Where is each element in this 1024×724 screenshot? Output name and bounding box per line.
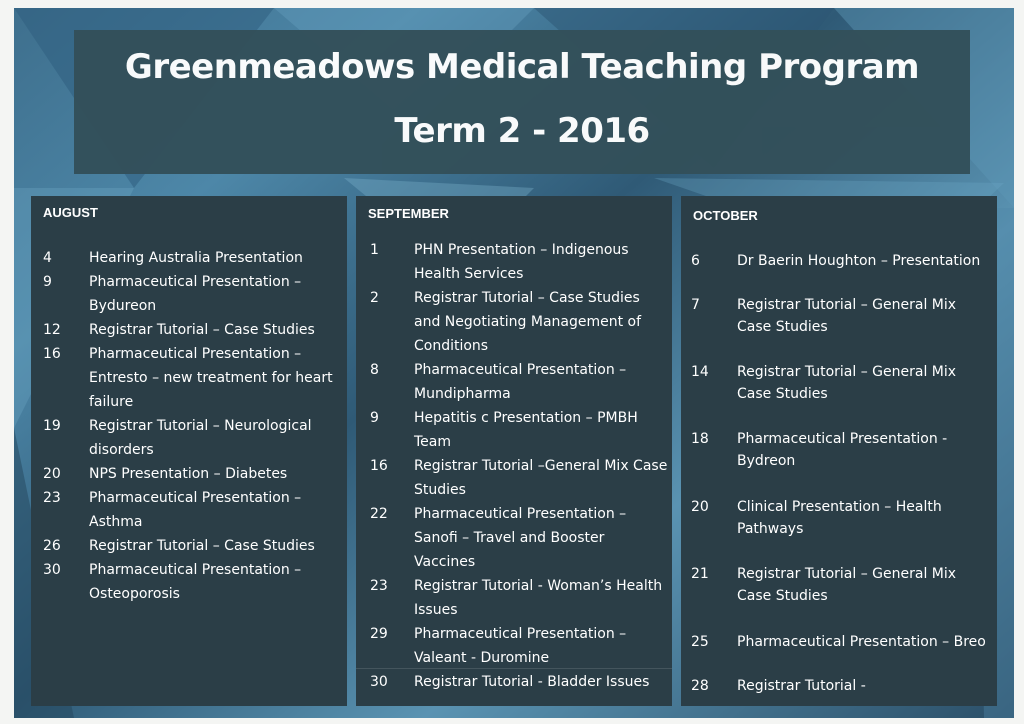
event-day: 19	[43, 418, 61, 434]
event-day: 12	[43, 322, 61, 338]
event-text: Pharmaceutical Presentation – Breo	[737, 634, 986, 650]
event-text: Registrar Tutorial – General Mix Case Studies	[737, 364, 957, 402]
list-item	[31, 318, 347, 342]
event-text: Pharmaceutical Presentation – Sanofi – Travel and Booster Vaccines	[414, 506, 627, 570]
list-item	[681, 563, 997, 607]
september-panel	[356, 196, 672, 706]
list-item	[31, 486, 347, 534]
month-heading-september: SEPTEMBER	[368, 206, 449, 221]
event-text: Clinical Presentation – Health Pathways	[737, 499, 942, 537]
event-text: Pharmaceutical Presentation – Osteoporosis	[89, 562, 302, 602]
list-item	[681, 496, 997, 540]
event-text: Registrar Tutorial –General Mix Case Studies	[414, 458, 668, 498]
list-item	[356, 358, 672, 406]
event-day: 16	[43, 346, 61, 362]
event-text: Hepatitis c Presentation – PMBH Team	[414, 410, 638, 450]
event-text: Hearing Australia Presentation	[89, 250, 303, 266]
list-item	[356, 574, 672, 622]
event-text: Registrar Tutorial – General Mix Case Studies	[737, 566, 957, 604]
event-text: Pharmaceutical Presentation – Asthma	[89, 490, 302, 530]
event-day: 30	[370, 674, 388, 690]
event-day: 14	[691, 364, 709, 380]
list-item	[31, 270, 347, 318]
event-day: 23	[370, 578, 388, 594]
list-item	[681, 294, 997, 338]
list-item	[681, 631, 997, 653]
event-day: 29	[370, 626, 388, 642]
event-day: 9	[370, 410, 379, 426]
list-item	[681, 250, 997, 272]
event-text: Registrar Tutorial – Case Studies	[89, 538, 315, 554]
term-title: Term 2 - 2016	[394, 111, 650, 151]
list-item	[356, 238, 672, 286]
program-title: Greenmeadows Medical Teaching Program	[124, 47, 920, 87]
list-item	[356, 286, 672, 358]
list-item	[356, 502, 672, 574]
event-day: 20	[43, 466, 61, 482]
title-banner	[74, 30, 970, 174]
event-day: 26	[43, 538, 61, 554]
list-item	[31, 414, 347, 462]
list-item	[356, 454, 672, 502]
list-item	[31, 342, 347, 414]
list-item	[31, 246, 347, 270]
event-day: 4	[43, 250, 52, 266]
event-text: Pharmaceutical Presentation – Bydureon	[89, 274, 302, 314]
event-day: 8	[370, 362, 379, 378]
divider	[356, 668, 672, 669]
event-text: Registrar Tutorial -	[737, 678, 866, 694]
list-item	[31, 558, 347, 606]
list-item	[31, 462, 347, 486]
poster	[14, 8, 1014, 718]
event-text: Registrar Tutorial – Case Studies	[89, 322, 315, 338]
event-day: 22	[370, 506, 388, 522]
august-panel	[31, 196, 347, 706]
month-heading-august: AUGUST	[43, 205, 98, 220]
month-heading-october: OCTOBER	[693, 208, 758, 223]
list-item	[356, 670, 672, 694]
event-day: 6	[691, 253, 700, 269]
list-item	[681, 361, 997, 405]
event-text: Registrar Tutorial - Bladder Issues	[414, 674, 650, 690]
list-item	[356, 622, 672, 670]
event-day: 23	[43, 490, 61, 506]
event-text: Registrar Tutorial - Woman’s Health Issues	[414, 578, 663, 618]
event-day: 16	[370, 458, 388, 474]
list-item	[356, 406, 672, 454]
event-day: 21	[691, 566, 709, 582]
event-day: 20	[691, 499, 709, 515]
event-text: NPS Presentation – Diabetes	[89, 466, 288, 482]
october-panel	[681, 196, 997, 706]
event-text: Pharmaceutical Presentation – Mundipharma	[414, 362, 627, 402]
event-day: 9	[43, 274, 52, 290]
event-day: 18	[691, 431, 709, 447]
event-day: 30	[43, 562, 61, 578]
list-item	[681, 428, 997, 472]
event-day: 1	[370, 242, 379, 258]
event-text: Pharmaceutical Presentation - Bydreon	[737, 431, 948, 469]
event-text: Pharmaceutical Presentation – Valeant - Duromine	[414, 626, 627, 666]
event-text: Registrar Tutorial – General Mix Case Studies	[737, 297, 957, 335]
event-text: Pharmaceutical Presentation – Entresto – new treatment for heart failure	[89, 346, 333, 410]
event-text: Registrar Tutorial – Case Studies and Negotiating Management of Conditions	[414, 290, 642, 354]
list-item	[31, 534, 347, 558]
list-item	[681, 675, 997, 697]
event-text: Dr Baerin Houghton – Presentation	[737, 253, 981, 269]
event-day: 2	[370, 290, 379, 306]
event-day: 28	[691, 678, 709, 694]
event-text: PHN Presentation – Indigenous Health Services	[414, 242, 629, 282]
event-day: 25	[691, 634, 709, 650]
event-text: Registrar Tutorial – Neurological disorders	[89, 418, 312, 458]
event-day: 7	[691, 297, 700, 313]
